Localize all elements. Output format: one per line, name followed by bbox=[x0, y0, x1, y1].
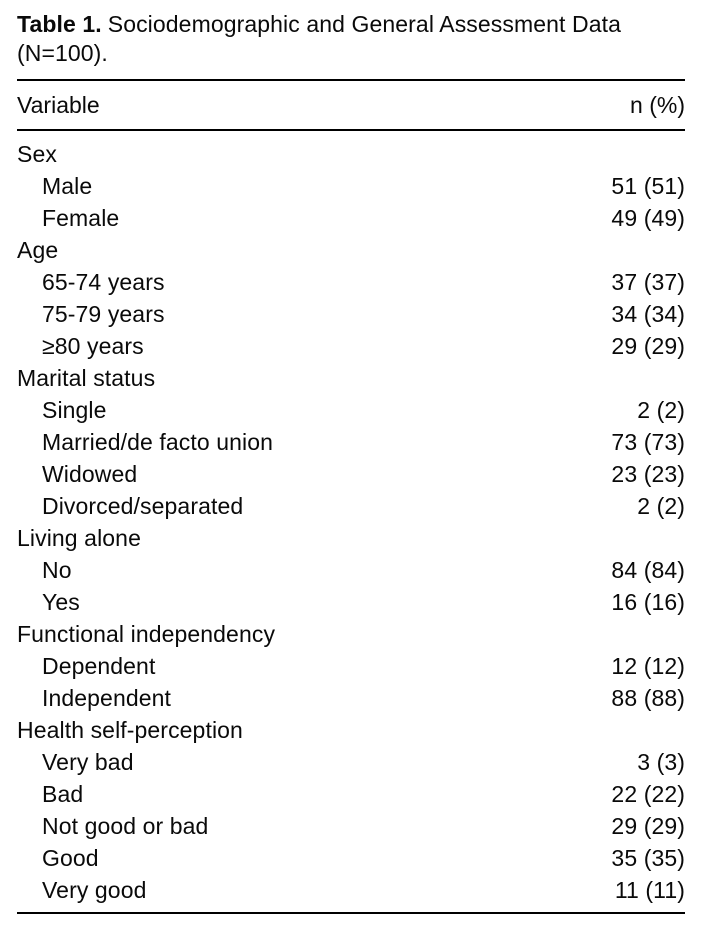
table-row bbox=[17, 330, 685, 362]
column-header-n-pct: n (%) bbox=[630, 91, 685, 118]
row-label: ≥80 years bbox=[42, 333, 144, 359]
table-row bbox=[17, 394, 685, 426]
row-label: Marital status bbox=[17, 365, 156, 391]
row-value: 35 (35) bbox=[611, 845, 685, 871]
row-value: 84 (84) bbox=[611, 557, 685, 583]
table-caption-line2: (N=100). bbox=[17, 40, 108, 66]
table-row bbox=[17, 202, 685, 234]
row-value: 73 (73) bbox=[611, 429, 685, 455]
row-label: Male bbox=[42, 173, 93, 199]
row-label: Yes bbox=[42, 589, 80, 615]
row-label: Functional independency bbox=[17, 621, 276, 647]
row-label: 65-74 years bbox=[42, 269, 165, 295]
row-label: Independent bbox=[42, 685, 172, 711]
table-section-row bbox=[17, 362, 685, 394]
table-caption-label: Table 1. bbox=[17, 11, 102, 37]
row-label: Not good or bad bbox=[42, 813, 209, 839]
row-label: Dependent bbox=[42, 653, 156, 679]
row-label: Age bbox=[17, 237, 59, 263]
row-value: 23 (23) bbox=[611, 461, 685, 487]
table-row bbox=[17, 490, 685, 522]
row-value: 22 (22) bbox=[611, 781, 685, 807]
table-row bbox=[17, 682, 685, 714]
row-value: 11 (11) bbox=[614, 877, 685, 903]
row-label: Very bad bbox=[42, 749, 134, 775]
bottom-rule bbox=[17, 912, 685, 914]
row-label: Sex bbox=[17, 141, 57, 167]
row-label: Bad bbox=[42, 781, 84, 807]
table-header-row bbox=[17, 81, 685, 129]
table-row bbox=[17, 170, 685, 202]
row-value: 2 (2) bbox=[637, 397, 685, 423]
table-caption-text: Sociodemographic and General Assessment Data bbox=[107, 11, 621, 37]
row-value: 51 (51) bbox=[611, 173, 685, 199]
row-value: 88 (88) bbox=[611, 685, 685, 711]
row-label: Living alone bbox=[17, 525, 141, 551]
table-section-row bbox=[17, 714, 685, 746]
table-body bbox=[17, 131, 685, 912]
table-row bbox=[17, 458, 685, 490]
table-row bbox=[17, 650, 685, 682]
table-row bbox=[17, 778, 685, 810]
row-value: 49 (49) bbox=[611, 205, 685, 231]
row-value: 2 (2) bbox=[637, 493, 685, 519]
table-row bbox=[17, 426, 685, 458]
row-label: Widowed bbox=[42, 461, 138, 487]
table-row bbox=[17, 842, 685, 874]
row-value: 34 (34) bbox=[611, 301, 685, 327]
table-row bbox=[17, 298, 685, 330]
row-value: 29 (29) bbox=[611, 333, 685, 359]
row-label: No bbox=[42, 557, 72, 583]
row-label: Health self-perception bbox=[17, 717, 243, 743]
row-label: Female bbox=[42, 205, 120, 231]
row-label: Divorced/separated bbox=[42, 493, 244, 519]
row-label: Single bbox=[42, 397, 107, 423]
row-label: Married/de facto union bbox=[42, 429, 274, 455]
row-value: 3 (3) bbox=[637, 749, 685, 775]
row-value: 37 (37) bbox=[611, 269, 685, 295]
table-row bbox=[17, 746, 685, 778]
table-section-row bbox=[17, 234, 685, 266]
table-row bbox=[17, 874, 685, 906]
row-label: 75-79 years bbox=[42, 301, 165, 327]
row-value: 16 (16) bbox=[611, 589, 685, 615]
table-caption-line1 bbox=[17, 10, 685, 39]
table-row bbox=[17, 554, 685, 586]
table-section-row bbox=[17, 522, 685, 554]
row-value: 29 (29) bbox=[611, 813, 685, 839]
table-section-row bbox=[17, 138, 685, 170]
row-label: Very good bbox=[42, 877, 147, 903]
row-label: Good bbox=[42, 845, 99, 871]
table-row bbox=[17, 586, 685, 618]
column-header-variable: Variable bbox=[17, 91, 100, 118]
row-value: 12 (12) bbox=[611, 653, 685, 679]
table-section-row bbox=[17, 618, 685, 650]
table-row bbox=[17, 266, 685, 298]
table-row bbox=[17, 810, 685, 842]
table-caption bbox=[17, 6, 685, 68]
